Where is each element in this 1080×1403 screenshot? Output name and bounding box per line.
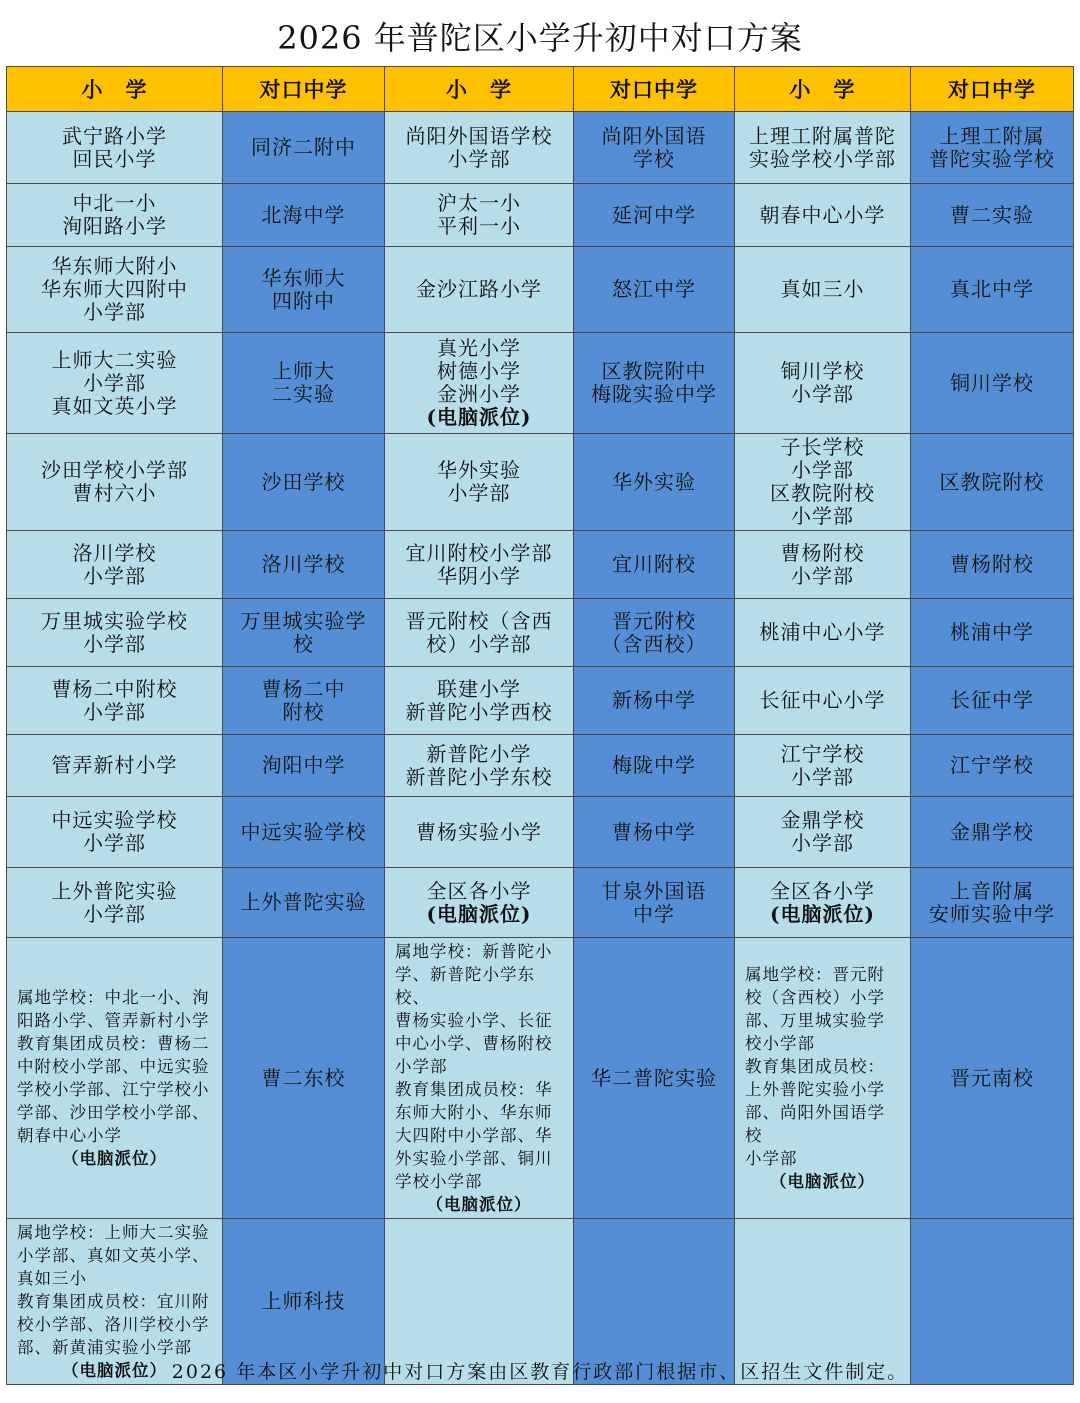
table-row (7, 938, 1074, 1219)
page-title: 2026 年普陀区小学升初中对口方案 (277, 19, 803, 57)
cell-line: 属地学校：上师大二实验 (17, 1223, 210, 1242)
middle-school-cell (223, 112, 385, 184)
cell-line: 上外普陀实验小学 (745, 1080, 885, 1099)
cell-line: 真如文英小学 (51, 393, 178, 418)
group1-middle-1: 曹二东校 (223, 938, 385, 1219)
cell-line: 管弄新村小学 (51, 753, 178, 777)
cell-line: 部、尚阳外国语学校 (745, 1103, 885, 1145)
cell-line: 桃浦中学 (950, 620, 1034, 644)
cell-line: 洵阳路小学 (62, 214, 167, 238)
cell-line: 新普陀小学西校 (405, 699, 553, 724)
cell-line: 上理工附属 (939, 123, 1045, 148)
cell-line: 上师大 (272, 359, 335, 383)
cell-line: 上师大二实验 (51, 347, 178, 372)
primary-school-cell (7, 667, 223, 735)
cell-line: 宜川附校小学部 (405, 540, 553, 565)
cell-line: 万里城实验学 (240, 608, 367, 633)
cell-line: 区教院附中 (601, 359, 707, 383)
cell-line: 曹杨实验小学、长征 (395, 1011, 553, 1030)
cell-line: 江宁学校 (780, 741, 865, 766)
primary-school-cell (385, 599, 574, 667)
cell-line: （电脑派位） (426, 1195, 532, 1214)
cell-line: 小学部 (83, 370, 146, 395)
middle-school-cell (223, 531, 385, 599)
primary-school-cell (735, 667, 911, 735)
cell-line: 真北中学 (950, 277, 1034, 301)
cell-line: 曹杨实验小学 (416, 819, 542, 844)
primary-school-cell (7, 112, 223, 184)
cell-line: 尚阳外国语学校 (405, 123, 553, 148)
cell-line: 校（含西校）小学 (745, 988, 885, 1007)
cell-line: 校 (293, 631, 314, 656)
primary-school-cell (735, 797, 911, 868)
cell-line: （电脑派位） (770, 1172, 875, 1191)
cell-line: 中远实验学校 (240, 819, 367, 844)
cell-line: 东师大附小、华东师 (395, 1103, 553, 1122)
cell-line: 金沙江路小学 (416, 277, 542, 301)
primary-school-cell (385, 667, 574, 735)
table-row (7, 868, 1074, 938)
primary-school-cell (735, 247, 911, 333)
cell-line: 部、新黄浦实验小学部 (17, 1338, 192, 1357)
cell-line: 同济二附中 (251, 135, 356, 159)
cell-line: 新普陀小学 (426, 741, 532, 766)
middle-school-cell (574, 868, 735, 938)
middle-school-cell (911, 434, 1074, 531)
primary-school-cell (385, 797, 574, 868)
middle-school-cell (911, 333, 1074, 434)
primary-school-cell (385, 868, 574, 938)
primary-school-cell (7, 797, 223, 868)
cell-line: 属地学校：晋元附 (745, 965, 885, 984)
cell-line: 曹杨附校 (780, 540, 865, 565)
cell-line: 曹杨二中 (261, 676, 346, 701)
cell-line: 中学 (633, 901, 675, 926)
cell-line: 上音附属 (950, 878, 1034, 903)
cell-line: 二实验 (272, 382, 335, 406)
cell-line: 部、万里城实验学 (745, 1011, 885, 1030)
cell-line: 小学部 (791, 504, 854, 528)
cell-line: 金鼎学校 (780, 808, 865, 832)
cell-line: 小学部 (791, 458, 854, 482)
primary-school-cell (385, 735, 574, 797)
middle-school-cell (574, 797, 735, 868)
cell-line: 梅陇中学 (612, 753, 696, 777)
header-primary-1: 小 学 (7, 67, 223, 112)
middle-school-cell (223, 247, 385, 333)
primary-school-cell (735, 112, 911, 184)
middle-school-cell (574, 112, 735, 184)
cell-line: 华外实验 (437, 458, 521, 482)
cell-line: 学、新普陀小学东校、 (395, 965, 535, 1007)
cell-line: 教育集团成员校：曹杨二 (17, 1034, 210, 1053)
primary-school-cell (735, 333, 911, 434)
cell-line: 小学部 (395, 1057, 448, 1076)
primary-school-cell (385, 112, 574, 184)
primary-school-cell (735, 434, 911, 531)
cell-line: 属地学校：中北一小、洵 (17, 988, 210, 1007)
middle-school-cell (574, 247, 735, 333)
cell-line: 沪太一小 (437, 191, 521, 215)
middle-school-cell (911, 868, 1074, 938)
cell-line: （电脑派位） (62, 1361, 167, 1380)
middle-school-cell (223, 667, 385, 735)
cell-line: 教育集团成员校：华 (395, 1080, 553, 1099)
cell-line: (电脑派位) (426, 901, 532, 926)
cell-line: 安师实验中学 (929, 901, 1055, 926)
school-matching-table (6, 66, 1074, 1385)
group1-primary-1 (7, 938, 223, 1219)
footer-note: 2026 年本区小学升初中对口方案由区教育行政部门根据市、区招生文件制定。 (171, 1361, 909, 1383)
cell-line: 教育集团成员校：宜川附 (17, 1292, 210, 1311)
group2-middle-1: 上师科技 (223, 1219, 385, 1385)
cell-line: 学校小学部 (395, 1172, 483, 1191)
middle-school-cell (223, 599, 385, 667)
header-primary-2: 小 学 (385, 67, 574, 112)
cell-line: 小学部 (447, 146, 511, 171)
cell-line: 真如三小 (17, 1269, 87, 1288)
cell-line: （含西校） (601, 631, 707, 656)
cell-line: 校小学部 (745, 1034, 815, 1053)
cell-line: 延河中学 (612, 202, 696, 227)
cell-line: 学校 (633, 146, 675, 171)
cell-line: 华东师大附小 (51, 254, 178, 278)
cell-line: 联建小学 (437, 676, 521, 701)
cell-line: 北海中学 (261, 202, 346, 227)
cell-line: 沙田学校小学部 (41, 458, 188, 482)
primary-school-cell (385, 184, 574, 247)
cell-line: 洛川学校 (261, 552, 346, 576)
primary-school-cell (385, 434, 574, 531)
middle-school-cell (223, 434, 385, 531)
middle-school-cell (911, 112, 1074, 184)
cell-line: 金鼎学校 (950, 819, 1034, 844)
middle-school-cell (911, 797, 1074, 868)
cell-line: 小学部 (83, 901, 146, 926)
cell-line: 华东师大四附中 (41, 277, 188, 301)
cell-line: 校小学部、洛川学校小学 (17, 1315, 210, 1334)
group1-primary-3 (735, 938, 911, 1219)
cell-line: 中北一小 (72, 191, 157, 215)
cell-line: 小学部 (791, 831, 854, 855)
middle-school-cell (574, 735, 735, 797)
cell-line: 区教院附校 (939, 469, 1045, 494)
cell-line: 小学部 (83, 631, 146, 656)
cell-line: 实验学校小学部 (749, 146, 896, 171)
middle-school-cell (574, 184, 735, 247)
middle-school-cell (574, 434, 735, 531)
cell-line: 中附校小学部、中远实验 (17, 1057, 210, 1076)
cell-line: 学校小学部、江宁学校小 (17, 1080, 210, 1099)
cell-line: 曹村六小 (72, 481, 157, 505)
cell-line: 华东师大 (261, 265, 346, 290)
cell-line: 四附中 (272, 288, 335, 313)
cell-line: 子长学校 (780, 435, 865, 459)
cell-line: 洵阳中学 (261, 753, 346, 777)
cell-line: 真光小学 (437, 336, 521, 360)
header-middle-2: 对口中学 (574, 67, 735, 112)
cell-line: 曹杨中学 (612, 819, 696, 844)
cell-line: 小学部 (745, 1149, 798, 1168)
middle-school-cell (911, 531, 1074, 599)
primary-school-cell (7, 434, 223, 531)
cell-line: 铜川学校 (780, 359, 865, 383)
cell-line: 属地学校：新普陀小 (395, 942, 553, 961)
middle-school-cell (223, 333, 385, 434)
cell-line: 金洲小学 (437, 382, 521, 406)
cell-line: 上外普陀实验 (240, 890, 367, 914)
cell-line: 曹杨附校 (950, 552, 1034, 576)
table-row (7, 333, 1074, 434)
cell-line: 尚阳外国语 (601, 123, 707, 148)
cell-line: 华阴小学 (437, 563, 521, 588)
middle-school-cell (911, 599, 1074, 667)
cell-line: 大四附中小学部、华 (395, 1126, 553, 1145)
cell-line: 铜川学校 (950, 370, 1034, 395)
cell-line: 上外普陀实验 (51, 878, 178, 903)
middle-school-cell (911, 184, 1074, 247)
middle-school-cell (574, 599, 735, 667)
group1-middle-3: 晋元南校 (911, 938, 1074, 1219)
table-row (7, 531, 1074, 599)
table-row (7, 247, 1074, 333)
primary-school-cell (7, 868, 223, 938)
primary-school-cell (735, 184, 911, 247)
cell-line: 小学部 (791, 382, 854, 406)
cell-line: 附校 (282, 699, 325, 724)
cell-line: 朝春中心小学 (759, 202, 886, 227)
primary-school-cell (7, 531, 223, 599)
middle-school-cell (223, 797, 385, 868)
primary-school-cell (7, 735, 223, 797)
table-row (7, 735, 1074, 797)
cell-line: 晋元附校（含西 (405, 608, 553, 633)
primary-school-cell (7, 247, 223, 333)
cell-line: 中远实验学校 (51, 808, 178, 832)
cell-line: 武宁路小学 (62, 123, 167, 148)
table-row (7, 184, 1074, 247)
cell-line: 曹杨二中附校 (51, 676, 178, 701)
cell-line: 小学部 (791, 764, 854, 789)
middle-school-cell (223, 868, 385, 938)
cell-line: 学部、沙田学校小学部、 (17, 1103, 210, 1122)
primary-school-cell (735, 531, 911, 599)
cell-line: 小学部 (83, 563, 146, 588)
cell-line: 小学部 (83, 699, 146, 724)
primary-school-cell (385, 531, 574, 599)
cell-line: 洛川学校 (72, 540, 157, 565)
cell-line: 长征中心小学 (759, 688, 886, 712)
middle-school-cell (911, 667, 1074, 735)
cell-line: 晋元附校 (612, 608, 696, 633)
header-row (7, 67, 1074, 112)
cell-line: 怒江中学 (612, 277, 696, 301)
middle-school-cell (911, 247, 1074, 333)
cell-line: (电脑派位) (770, 901, 875, 926)
cell-line: （电脑派位） (62, 1149, 167, 1168)
middle-school-cell (223, 735, 385, 797)
cell-line: 小学部 (83, 300, 146, 324)
middle-school-cell (223, 184, 385, 247)
cell-line: 校）小学部 (426, 631, 532, 656)
cell-line: 外实验小学部、铜川 (395, 1149, 553, 1168)
cell-line: 新杨中学 (612, 688, 696, 712)
header-middle-1: 对口中学 (223, 67, 385, 112)
cell-line: 宜川附校 (612, 552, 696, 576)
cell-line: 树德小学 (437, 359, 521, 383)
cell-line: 新普陀小学东校 (405, 764, 553, 789)
cell-line: 全区各小学 (426, 878, 532, 903)
cell-line: 曹二实验 (950, 202, 1034, 227)
cell-line: 普陀实验学校 (929, 146, 1055, 171)
cell-line: 教育集团成员校： (745, 1057, 885, 1076)
table-row (7, 599, 1074, 667)
cell-line: 华外实验 (612, 469, 696, 494)
table-row (7, 112, 1074, 184)
cell-line: (电脑派位) (426, 405, 532, 429)
table-row (7, 797, 1074, 868)
cell-line: 回民小学 (72, 146, 157, 171)
middle-school-cell (911, 735, 1074, 797)
middle-school-cell (574, 333, 735, 434)
middle-school-cell (574, 667, 735, 735)
cell-line: 桃浦中心小学 (759, 620, 886, 644)
cell-line: 长征中学 (950, 688, 1034, 712)
cell-line: 朝春中心小学 (17, 1126, 122, 1145)
primary-school-cell (735, 735, 911, 797)
cell-line: 小学部 (83, 831, 146, 855)
cell-line: 小学部、真如文英小学、 (17, 1246, 210, 1265)
primary-school-cell (385, 247, 574, 333)
cell-line: 真如三小 (780, 277, 865, 301)
primary-school-cell (735, 868, 911, 938)
group1-primary-2 (385, 938, 574, 1219)
table-row (7, 434, 1074, 531)
cell-line: 上理工附属普陀 (749, 123, 896, 148)
cell-line: 梅陇实验中学 (591, 382, 717, 406)
cell-line: 沙田学校 (261, 469, 346, 494)
header-primary-3: 小 学 (735, 67, 911, 112)
cell-line: 甘泉外国语 (601, 878, 707, 903)
primary-school-cell (735, 599, 911, 667)
cell-line: 小学部 (791, 563, 854, 588)
cell-line: 阳路小学、管弄新村小学 (17, 1011, 210, 1030)
group1-middle-2: 华二普陀实验 (574, 938, 735, 1219)
primary-school-cell (7, 184, 223, 247)
cell-line: 区教院附校 (770, 481, 875, 505)
primary-school-cell (7, 599, 223, 667)
primary-school-cell (7, 333, 223, 434)
cell-line: 平利一小 (437, 214, 521, 238)
header-middle-3: 对口中学 (911, 67, 1074, 112)
cell-line: 全区各小学 (770, 878, 875, 903)
middle-school-cell (574, 531, 735, 599)
primary-school-cell (385, 333, 574, 434)
table-row (7, 667, 1074, 735)
cell-line: 中心小学、曹杨附校 (395, 1034, 553, 1053)
cell-line: 小学部 (447, 481, 511, 505)
cell-line: 万里城实验学校 (41, 608, 188, 633)
cell-line: 江宁学校 (950, 753, 1034, 777)
